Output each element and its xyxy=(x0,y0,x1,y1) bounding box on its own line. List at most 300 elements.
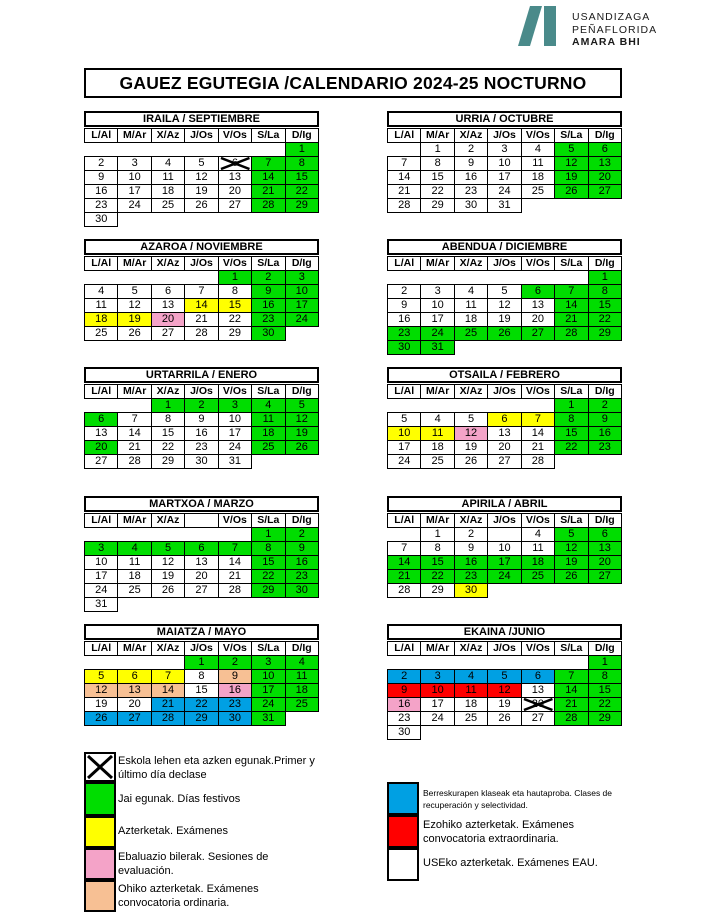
legend-swatch-green xyxy=(84,782,116,816)
day-cell: 4 xyxy=(454,285,487,299)
day-cell: 28 xyxy=(118,455,151,469)
month-title: IRAILA / SEPTIEMBRE xyxy=(84,111,319,127)
legend-red-label: Ezohiko azterketak. Exámenes convocatoria extraordinaria. xyxy=(423,819,575,845)
day-cell: 19 xyxy=(555,171,588,185)
day-cell: 14 xyxy=(118,427,151,441)
day-cell: 21 xyxy=(252,185,285,199)
weekday-header: J/Os xyxy=(185,257,218,271)
week-row xyxy=(388,698,622,712)
day-cell: 7 xyxy=(521,413,554,427)
weekday-header: J/Os xyxy=(488,514,521,528)
day-cell: 29 xyxy=(588,712,621,726)
day-cell: 7 xyxy=(388,157,421,171)
month-title: APIRILA / ABRIL xyxy=(387,496,622,512)
day-cell: 30 xyxy=(218,712,251,726)
weekday-header: V/Os xyxy=(521,642,554,656)
day-cell: 27 xyxy=(151,327,184,341)
week-row xyxy=(388,542,622,556)
day-cell: 4 xyxy=(151,157,184,171)
month-title: EKAINA /JUNIO xyxy=(387,624,622,640)
day-cell: 28 xyxy=(388,584,421,598)
day-cell: 25 xyxy=(285,698,318,712)
week-row xyxy=(388,670,622,684)
week-row xyxy=(388,285,622,299)
day-cell: 10 xyxy=(118,171,151,185)
week-row xyxy=(85,542,319,556)
empty-cell xyxy=(421,399,454,413)
weekday-header: X/Az xyxy=(151,257,184,271)
day-cell: 2 xyxy=(252,271,285,285)
month-title: ABENDUA / DICIEMBRE xyxy=(387,239,622,255)
week-row xyxy=(388,171,622,185)
empty-cell xyxy=(85,143,118,157)
day-cell: 18 xyxy=(285,684,318,698)
empty-cell xyxy=(85,656,118,670)
weekday-header: M/Ar xyxy=(118,385,151,399)
day-cell: 21 xyxy=(555,698,588,712)
day-cell: 21 xyxy=(185,313,218,327)
day-cell: 30 xyxy=(388,726,421,740)
week-row xyxy=(85,455,319,469)
week-row xyxy=(388,271,622,285)
weekday-header-row xyxy=(388,385,622,399)
month-table xyxy=(84,513,319,612)
day-cell: 1 xyxy=(185,656,218,670)
day-cell: 22 xyxy=(218,313,251,327)
day-cell: 13 xyxy=(521,684,554,698)
weekday-header: M/Ar xyxy=(118,514,151,528)
day-cell: 28 xyxy=(388,199,421,213)
day-cell: 15 xyxy=(421,171,454,185)
weekday-header: V/Os xyxy=(521,129,554,143)
day-cell: 10 xyxy=(421,299,454,313)
day-cell: 2 xyxy=(454,528,487,542)
day-cell: 17 xyxy=(421,698,454,712)
day-cell: 11 xyxy=(421,427,454,441)
empty-cell xyxy=(488,656,521,670)
weekday-header: X/Az xyxy=(454,257,487,271)
day-cell: 3 xyxy=(421,670,454,684)
day-cell: 2 xyxy=(388,285,421,299)
day-cell: 23 xyxy=(454,185,487,199)
day-cell: 17 xyxy=(388,441,421,455)
day-cell: 2 xyxy=(85,157,118,171)
day-cell: 14 xyxy=(555,684,588,698)
day-cell: 28 xyxy=(555,327,588,341)
empty-cell xyxy=(488,399,521,413)
weekday-header-row xyxy=(85,514,319,528)
day-cell: 20 xyxy=(118,698,151,712)
day-cell: 14 xyxy=(151,684,184,698)
day-cell: 19 xyxy=(488,698,521,712)
day-cell: 25 xyxy=(85,327,118,341)
week-row xyxy=(85,670,319,684)
day-cell: 3 xyxy=(85,542,118,556)
day-cell: 14 xyxy=(521,427,554,441)
day-cell: 22 xyxy=(252,570,285,584)
week-row xyxy=(388,712,622,726)
week-row xyxy=(85,399,319,413)
day-cell: 26 xyxy=(118,327,151,341)
day-cell: 27 xyxy=(588,185,621,199)
day-cell: 22 xyxy=(555,441,588,455)
day-cell: 10 xyxy=(285,285,318,299)
day-cell: 4 xyxy=(454,670,487,684)
weekday-header-row xyxy=(388,514,622,528)
day-cell: 4 xyxy=(118,542,151,556)
day-cell: 26 xyxy=(488,712,521,726)
weekday-header: L/Al xyxy=(388,385,421,399)
day-cell: 5 xyxy=(85,670,118,684)
day-cell: 10 xyxy=(388,427,421,441)
day-cell: 21 xyxy=(118,441,151,455)
empty-cell xyxy=(185,271,218,285)
day-cell: 29 xyxy=(421,199,454,213)
weekday-header: S/La xyxy=(252,257,285,271)
week-row xyxy=(85,556,319,570)
day-cell: 1 xyxy=(218,271,251,285)
week-row xyxy=(388,399,622,413)
empty-cell xyxy=(85,271,118,285)
day-cell: 10 xyxy=(488,157,521,171)
empty-cell xyxy=(388,271,421,285)
day-cell: 23 xyxy=(85,199,118,213)
month-block xyxy=(84,367,319,469)
empty-cell xyxy=(118,143,151,157)
weekday-header: S/La xyxy=(555,257,588,271)
day-cell: 3 xyxy=(118,157,151,171)
day-cell: 5 xyxy=(285,399,318,413)
logo-mark-icon xyxy=(516,4,566,48)
day-cell: 21 xyxy=(521,441,554,455)
legend-swatch-pink xyxy=(84,848,116,880)
empty-cell xyxy=(151,213,184,227)
day-cell: 3 xyxy=(218,399,251,413)
day-cell: 27 xyxy=(218,199,251,213)
weekday-header: V/Os xyxy=(218,257,251,271)
weekday-header: M/Ar xyxy=(118,257,151,271)
weekday-header: X/Az xyxy=(151,385,184,399)
day-cell: 30 xyxy=(454,199,487,213)
weekday-header: L/Al xyxy=(85,385,118,399)
day-cell: 28 xyxy=(252,199,285,213)
day-cell: 1 xyxy=(285,143,318,157)
day-cell: 11 xyxy=(454,299,487,313)
week-row xyxy=(85,584,319,598)
weekday-header-row xyxy=(85,257,319,271)
day-cell: 5 xyxy=(185,157,218,171)
day-cell: 24 xyxy=(421,712,454,726)
empty-cell xyxy=(521,271,554,285)
day-cell: 18 xyxy=(85,313,118,327)
month-table xyxy=(84,256,319,341)
empty-cell xyxy=(118,528,151,542)
day-cell: 30 xyxy=(85,213,118,227)
day-cell: 6 xyxy=(521,285,554,299)
weekday-header: S/La xyxy=(252,129,285,143)
empty-cell xyxy=(218,213,251,227)
legend-swatch-blue xyxy=(387,782,419,815)
week-row xyxy=(85,213,319,227)
empty-cell xyxy=(118,213,151,227)
empty-cell xyxy=(218,143,251,157)
day-cell: 10 xyxy=(85,556,118,570)
day-cell: 6 xyxy=(521,670,554,684)
day-cell: 21 xyxy=(388,185,421,199)
empty-cell xyxy=(555,271,588,285)
week-row xyxy=(388,570,622,584)
month-block xyxy=(387,239,622,355)
day-cell: 18 xyxy=(454,313,487,327)
day-cell: 11 xyxy=(521,157,554,171)
day-cell: 22 xyxy=(421,185,454,199)
day-cell: 25 xyxy=(252,441,285,455)
month-table xyxy=(387,256,622,355)
day-cell: 2 xyxy=(218,656,251,670)
day-cell: 16 xyxy=(285,556,318,570)
day-cell: 13 xyxy=(185,556,218,570)
empty-cell xyxy=(521,341,554,355)
day-cell: 8 xyxy=(285,157,318,171)
day-cell: 24 xyxy=(421,327,454,341)
day-cell: 1 xyxy=(421,528,454,542)
school-logo xyxy=(516,4,696,50)
day-cell: 30 xyxy=(185,455,218,469)
week-row xyxy=(388,427,622,441)
weekday-header: V/Os xyxy=(218,514,251,528)
day-cell: 29 xyxy=(252,584,285,598)
week-row xyxy=(85,171,319,185)
day-cell: 8 xyxy=(421,157,454,171)
day-cell: 2 xyxy=(454,143,487,157)
day-cell: 12 xyxy=(285,413,318,427)
day-cell: 24 xyxy=(118,199,151,213)
weekday-header: L/Al xyxy=(85,642,118,656)
month-block xyxy=(84,496,319,612)
empty-cell xyxy=(218,528,251,542)
day-cell: 17 xyxy=(488,556,521,570)
weekday-header: J/Os xyxy=(185,385,218,399)
day-cell: 17 xyxy=(421,313,454,327)
empty-cell xyxy=(488,726,521,740)
day-cell: 19 xyxy=(488,313,521,327)
empty-cell xyxy=(185,528,218,542)
day-cell: 9 xyxy=(454,157,487,171)
weekday-header-row xyxy=(85,129,319,143)
empty-cell xyxy=(421,656,454,670)
empty-cell xyxy=(521,726,554,740)
month-block xyxy=(387,624,622,740)
day-cell: 17 xyxy=(85,570,118,584)
day-cell: 26 xyxy=(85,712,118,726)
weekday-header: V/Os xyxy=(521,257,554,271)
empty-cell xyxy=(118,399,151,413)
week-row xyxy=(388,413,622,427)
day-cell: 18 xyxy=(118,570,151,584)
day-cell: 29 xyxy=(285,199,318,213)
day-cell: 14 xyxy=(388,556,421,570)
day-cell: 5 xyxy=(118,285,151,299)
day-cell: 23 xyxy=(388,712,421,726)
day-cell: 16 xyxy=(252,299,285,313)
empty-cell xyxy=(85,528,118,542)
day-cell: 10 xyxy=(421,684,454,698)
day-cell: 27 xyxy=(521,712,554,726)
day-cell: 18 xyxy=(151,185,184,199)
weekday-header: V/Os xyxy=(218,642,251,656)
day-cell: 11 xyxy=(521,542,554,556)
day-cell: 6 xyxy=(85,413,118,427)
empty-cell xyxy=(185,143,218,157)
day-cell: 13 xyxy=(151,299,184,313)
day-cell: 10 xyxy=(488,542,521,556)
day-cell: 5 xyxy=(388,413,421,427)
day-cell: 9 xyxy=(185,413,218,427)
day-cell: 14 xyxy=(218,556,251,570)
month-table xyxy=(84,128,319,227)
day-cell: 19 xyxy=(151,570,184,584)
day-cell: 20 xyxy=(85,441,118,455)
day-cell: 30 xyxy=(388,341,421,355)
month-title: OTSAILA / FEBRERO xyxy=(387,367,622,383)
day-cell: 15 xyxy=(555,427,588,441)
day-cell: 27 xyxy=(118,712,151,726)
day-cell: 26 xyxy=(555,570,588,584)
day-cell: 27 xyxy=(488,455,521,469)
day-cell: 28 xyxy=(151,712,184,726)
day-cell: 6 xyxy=(588,528,621,542)
week-row xyxy=(85,185,319,199)
day-cell: 1 xyxy=(588,656,621,670)
empty-cell xyxy=(185,213,218,227)
day-cell-first-last xyxy=(521,698,554,712)
day-cell: 6 xyxy=(151,285,184,299)
logo-line-3: AMARA BHI xyxy=(572,36,641,48)
empty-cell xyxy=(488,584,521,598)
day-cell: 4 xyxy=(85,285,118,299)
week-row xyxy=(388,199,622,213)
day-cell: 5 xyxy=(555,528,588,542)
day-cell: 23 xyxy=(454,570,487,584)
day-cell: 28 xyxy=(521,455,554,469)
week-row xyxy=(85,143,319,157)
day-cell: 24 xyxy=(85,584,118,598)
day-cell: 30 xyxy=(454,584,487,598)
month-table xyxy=(387,128,622,213)
week-row xyxy=(85,528,319,542)
empty-cell xyxy=(285,327,318,341)
empty-cell xyxy=(151,598,184,612)
day-cell: 7 xyxy=(388,542,421,556)
weekday-header: J/Os xyxy=(488,129,521,143)
week-row xyxy=(85,285,319,299)
day-cell: 11 xyxy=(85,299,118,313)
week-row xyxy=(388,528,622,542)
legend-swatch-cross xyxy=(84,752,116,782)
day-cell: 1 xyxy=(151,399,184,413)
day-cell: 11 xyxy=(151,171,184,185)
day-cell: 12 xyxy=(151,556,184,570)
month-title: MARTXOA / MARZO xyxy=(84,496,319,512)
day-cell: 4 xyxy=(285,656,318,670)
week-row xyxy=(388,584,622,598)
week-row xyxy=(85,684,319,698)
day-cell: 22 xyxy=(421,570,454,584)
week-row xyxy=(388,313,622,327)
day-cell: 7 xyxy=(185,285,218,299)
day-cell: 3 xyxy=(252,656,285,670)
day-cell: 19 xyxy=(185,185,218,199)
weekday-header: L/Al xyxy=(388,129,421,143)
week-row xyxy=(85,313,319,327)
empty-cell xyxy=(555,726,588,740)
empty-cell xyxy=(555,455,588,469)
day-cell: 6 xyxy=(118,670,151,684)
day-cell: 26 xyxy=(488,327,521,341)
week-row xyxy=(388,684,622,698)
empty-cell xyxy=(285,712,318,726)
weekday-header: J/Os xyxy=(488,257,521,271)
weekday-header: V/Os xyxy=(521,514,554,528)
empty-cell xyxy=(555,656,588,670)
day-cell: 19 xyxy=(454,441,487,455)
day-cell: 17 xyxy=(285,299,318,313)
day-cell: 16 xyxy=(218,684,251,698)
day-cell: 26 xyxy=(151,584,184,598)
weekday-header: V/Os xyxy=(218,129,251,143)
weekday-header-row xyxy=(388,129,622,143)
weekday-header: S/La xyxy=(555,514,588,528)
day-cell: 16 xyxy=(454,171,487,185)
day-cell: 8 xyxy=(218,285,251,299)
logo-text xyxy=(572,11,657,49)
day-cell: 9 xyxy=(388,684,421,698)
day-cell: 29 xyxy=(421,584,454,598)
day-cell: 24 xyxy=(252,698,285,712)
empty-cell xyxy=(421,271,454,285)
empty-cell xyxy=(421,726,454,740)
weekday-header: D/Ig xyxy=(588,385,621,399)
weekday-header: M/Ar xyxy=(118,129,151,143)
day-cell: 21 xyxy=(555,313,588,327)
empty-cell xyxy=(218,598,251,612)
day-cell: 17 xyxy=(118,185,151,199)
empty-cell xyxy=(454,399,487,413)
month-table xyxy=(387,513,622,598)
day-cell: 20 xyxy=(588,556,621,570)
day-number: 20 xyxy=(531,698,545,710)
legend-white-label: USEko azterketak. Exámenes EAU. xyxy=(423,857,598,869)
day-cell: 13 xyxy=(85,427,118,441)
empty-cell xyxy=(388,656,421,670)
day-cell: 8 xyxy=(185,670,218,684)
empty-cell xyxy=(521,199,554,213)
day-cell: 5 xyxy=(555,143,588,157)
day-cell: 27 xyxy=(185,584,218,598)
weekday-header: L/Al xyxy=(388,257,421,271)
day-cell: 22 xyxy=(588,313,621,327)
month-table xyxy=(387,384,622,469)
day-cell: 16 xyxy=(454,556,487,570)
day-cell: 5 xyxy=(454,413,487,427)
day-cell: 25 xyxy=(454,327,487,341)
weekday-header-row xyxy=(388,642,622,656)
day-cell: 20 xyxy=(185,570,218,584)
day-cell: 15 xyxy=(588,299,621,313)
day-cell: 31 xyxy=(488,199,521,213)
legend-swatch-yellow xyxy=(84,816,116,848)
day-cell: 22 xyxy=(151,441,184,455)
